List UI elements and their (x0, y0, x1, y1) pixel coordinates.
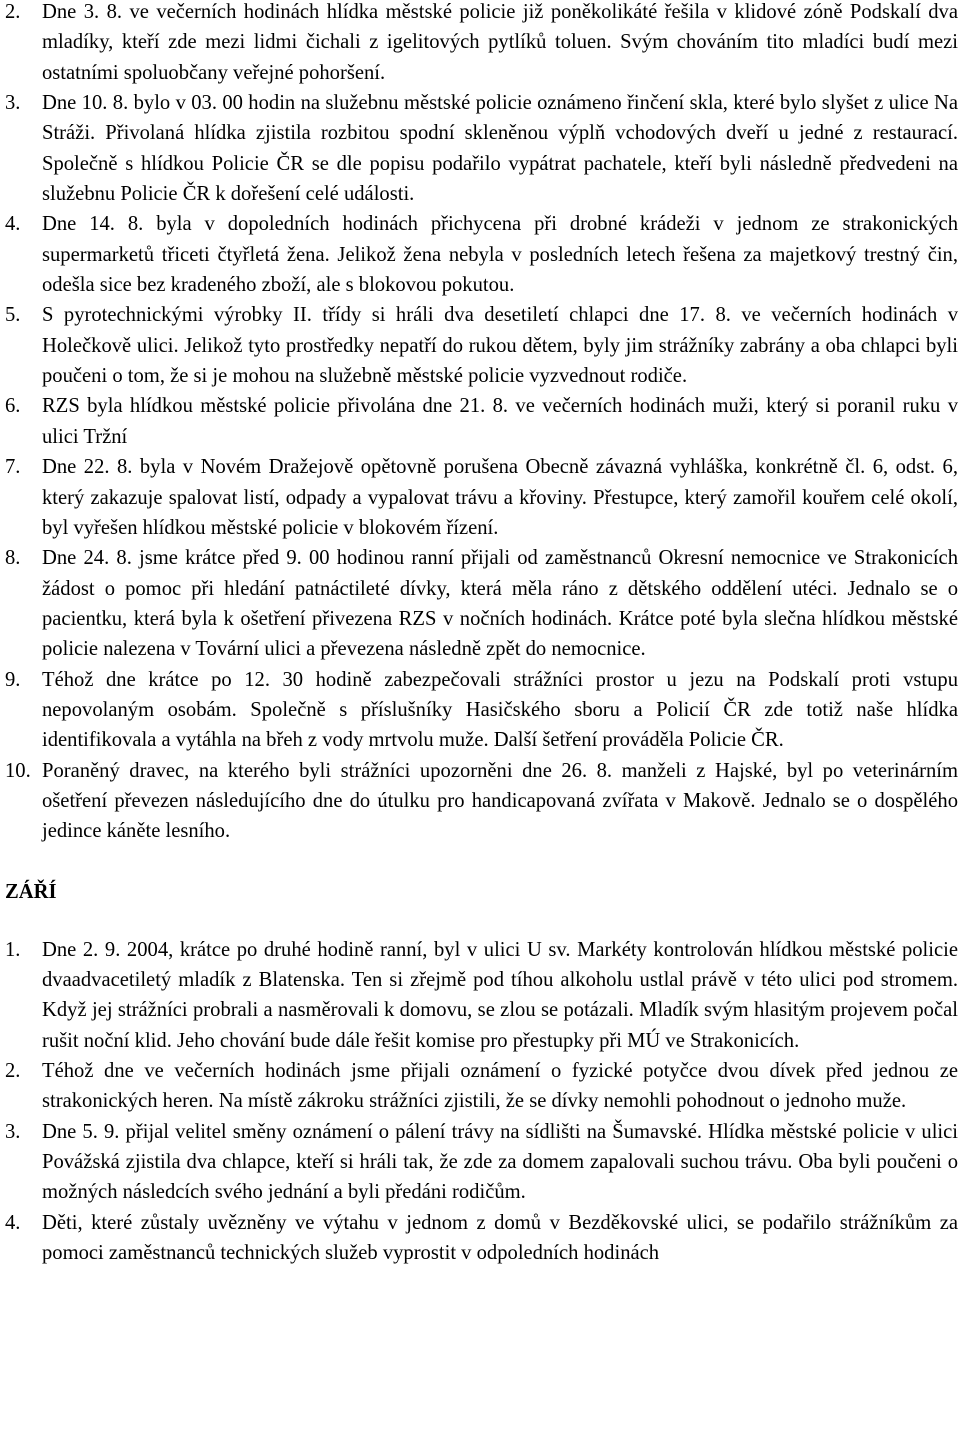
list-item-number: 6. (5, 395, 21, 418)
list-item (0, 0, 960, 88)
list-item (0, 935, 960, 1056)
list-item (0, 665, 960, 756)
list-item-text: Děti, které zůstaly uvězněny ve výtahu v jednom z domů v Bezděkovské ulici, se podařilo strážníkům za pomoci zaměstnanců technických služeb vyprostit v odpoledních hodinách (42, 1211, 958, 1265)
list-item-text: Dne 10. 8. bylo v 03. 00 hodin na služebnu městské policie oznámeno řinčení skla, které bylo slyšet z ulice Na Stráži. Přivolaná hlídka zjistila rozbitou spodní skleněnou výplň vchodových dveří u jedné z restaurací. Společně s hlídkou Policie ČR se dle popisu podařilo vypátrat pachatele, kteří byli následně předvedeni na služebnu Policie ČR k dořešení celé události. (42, 92, 958, 206)
list-item-text: RZS byla hlídkou městské policie přivolána dne 21. 8. ve večerních hodinách muži, který si poranil ruku v ulici Tržní (42, 395, 958, 448)
list-item-number: 3. (5, 1120, 21, 1143)
list-item-number: 10. (5, 759, 31, 782)
list-item-number: 4. (5, 1211, 21, 1234)
list-item (0, 1056, 960, 1117)
list-item (0, 209, 960, 300)
list-item-number: 5. (5, 304, 21, 327)
list-item (0, 88, 960, 209)
list-item-number: 2. (5, 1, 21, 23)
list-item-number: 1. (5, 938, 21, 961)
list-item-text: Téhož dne ve večerních hodinách jsme přijali oznámení o fyzické potyčce dvou dívek před jednou ze strakonických heren. Na místě zákroku strážníci zjistili, že se dívky nemohli pohodnout o jednoho muže. (42, 1060, 958, 1113)
list-item-number: 7. (5, 456, 21, 479)
list-item (0, 543, 960, 664)
list-item (0, 1208, 960, 1269)
list-item-text: Téhož dne krátce po 12. 30 hodině zabezpečovali strážníci prostor u jezu na Podskalí proti vstupu nepovolaným osobám. Společně s příslušníky Hasičského sboru a Policií ČR zde totiž naše hlídka identifikovala a vytáhla na břeh z vody mrtvolu muže. Další šetření prováděla Policie ČR. (42, 668, 958, 752)
list-item (0, 300, 960, 391)
list-item-text: Poraněný dravec, na kterého byli strážníci upozorněni dne 26. 8. manželi z Hajské, byl po veterinárním ošetření převezen následujícího dne do útulku pro handicapovaná zvířata v Makově. Jednalo se o dospělého jedince káněte lesního. (42, 759, 958, 843)
list-item-number: 8. (5, 547, 21, 570)
list-item (0, 452, 960, 543)
list-item (0, 1117, 960, 1208)
list-item-number: 2. (5, 1060, 21, 1082)
list-item (0, 391, 960, 452)
list-item-text: Dne 22. 8. byla v Novém Dražejově opětovně porušena Obecně závazná vyhláška, konkrétně čl. 6, odst. 6, který zakazuje spalovat listí, odpady a vypalovat trávu a křoviny. Přestupce, který zamořil kouřem celé okolí, byl vyřešen hlídkou městské policie v blokovém řízení. (42, 456, 958, 539)
list-item-number: 4. (5, 213, 21, 236)
section-heading: ZÁŘÍ (5, 880, 57, 903)
list-item-text: Dne 2. 9. 2004, krátce po druhé hodině ranní, byl v ulici U sv. Markéty kontrolován hlídkou městské policie dvaadvacetiletý mladík z Blatenska. Ten si zřejmě pod tíhou alkoholu ustlal právě v této ulici pod stromem. Když jej strážníci probrali a nasměrovali k domovu, se zlou se potázali. Mladík svým hlasitým projevem počal rušit noční klid. Jeho chování bude dále řešit komise pro přestupky při MÚ ve Strakonicích. (42, 938, 958, 1052)
list-item (0, 756, 960, 847)
list-item-text: Dne 3. 8. ve večerních hodinách hlídka městské policie již poněkolikáté řešila v klidové zóně Podskalí dva mladíky, kteří zde mezi lidmi čichali z igelitových pytlíků toluen. Svým chováním tito mladíci budí mezi ostatními spoluobčany veřejné pohoršení. (42, 1, 958, 84)
list-item-text: Dne 5. 9. přijal velitel směny oznámení o pálení trávy na sídlišti na Šumavské. Hlídka městské policie v ulici Povážská zjistila dva chlapce, kteří si hráli tak, že zde za domem zapalovali suchou trávu. Oba byli poučeni o možných následcích svého jednání a byli předáni rodičům. (42, 1120, 958, 1204)
incident-list-september (0, 935, 960, 1269)
list-item-text: S pyrotechnickými výrobky II. třídy si hráli dva desetiletí chlapci dne 17. 8. ve večerních hodinách v Holečkově ulici. Jelikož tyto prostředky nepatří do rukou dětem, byly jim strážníky zabrány a oba chlapci byli poučeni o tom, že si je mohou na služebně městské policie vyzvednout rodiče. (42, 304, 958, 388)
spacer (0, 847, 960, 877)
list-item-number: 9. (5, 668, 21, 691)
list-item-number: 3. (5, 92, 21, 115)
list-item-text: Dne 24. 8. jsme krátce před 9. 00 hodinou ranní přijali od zaměstnanců Okresní nemocnice ve Strakonicích žádost o pomoc při hledání patnáctileté dívky, která měla ráno z dětského oddělení utéci. Jednalo se o pacientku, která byla k ošetření přivezena RZS v nočních hodinách. Krátce poté byla slečna hlídkou městské policie nalezena v Tovární ulici a převezena následně zpět do nemocnice. (42, 547, 958, 661)
list-item-text: Dne 14. 8. byla v dopoledních hodinách přichycena při drobné krádeži v jednom ze strakonických supermarketů třiceti čtyřletá žena. Jelikož žena nebyla v posledních letech řešena za majetkový trestný čin, odešla sice bez kradeného zboží, ale s blokovou pokutou. (42, 213, 958, 297)
spacer (0, 907, 960, 935)
